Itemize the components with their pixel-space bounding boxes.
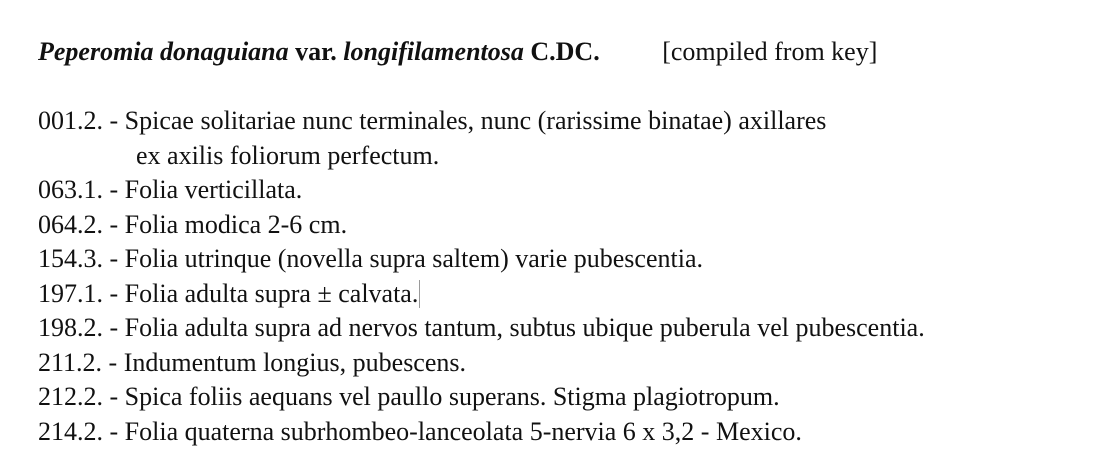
entry-code: 063.1. <box>38 175 103 204</box>
document-title <box>38 34 1088 70</box>
entry-code: 197.1. <box>38 278 103 308</box>
title-species: Peperomia donaguiana <box>38 37 289 66</box>
entry-text: Folia utrinque (novella supra saltem) varie pubescentia. <box>124 244 703 273</box>
title-author: C.DC. <box>530 37 600 66</box>
entry-code: 214.2. <box>38 416 103 446</box>
entry-text: Spicae solitariae nunc terminales, nunc (rarissime binatae) axillares <box>124 106 827 135</box>
entry-text: Folia adulta supra ± calvata. <box>124 278 419 308</box>
key-entry: 064.2. - Folia modica 2-6 cm. <box>38 209 348 239</box>
key-entry: 154.3. - Folia utrinque (novella supra saltem) varie pubescentia. <box>38 244 703 273</box>
entry-code: 211.2. <box>38 347 103 377</box>
title-var-word: var. <box>295 37 337 66</box>
entry-text: Folia quaterna subrhombeo-lanceolata 5-nervia 6 x 3,2 - Mexico. <box>124 416 802 446</box>
entry-code: 001.2. <box>38 106 103 135</box>
entry-text: Folia verticillata. <box>124 175 303 204</box>
key-entry: 063.1. - Folia verticillata. <box>38 175 303 204</box>
text-cursor <box>419 280 420 308</box>
entry-continuation: ex axilis foliorum perfectum. <box>136 140 440 170</box>
key-entry: 211.2. - Indumentum longius, pubescens. <box>38 347 467 377</box>
title-note: [compiled from key] <box>662 37 878 66</box>
key-entry: 197.1. - Folia adulta supra ± calvata. <box>38 278 419 308</box>
entry-text: Folia adulta supra ad nervos tantum, subtus ubique puberula vel pubescentia. <box>124 313 925 342</box>
entry-text: Folia modica 2-6 cm. <box>124 209 348 239</box>
entry-code: 198.2. <box>38 313 103 342</box>
entry-text: Indumentum longius, pubescens. <box>123 347 467 377</box>
title-variety: longifilamentosa <box>343 37 524 66</box>
entry-text: Spica foliis aequans vel paullo superans. Stigma plagiotropum. <box>124 382 780 411</box>
key-entry: 198.2. - Folia adulta supra ad nervos tantum, subtus ubique puberula vel pubescentia. <box>38 313 925 342</box>
entry-code: 154.3. <box>38 244 103 273</box>
entry-code: 064.2. <box>38 209 103 239</box>
key-entry: 214.2. - Folia quaterna subrhombeo-lanceolata 5-nervia 6 x 3,2 - Mexico. <box>38 416 802 446</box>
key-entries-list <box>38 104 1088 449</box>
key-entry: 212.2. - Spica foliis aequans vel paullo superans. Stigma plagiotropum. <box>38 382 780 411</box>
document-page <box>38 34 1088 449</box>
entry-code: 212.2. <box>38 382 103 411</box>
key-entry: 001.2. - Spicae solitariae nunc terminales, nunc (rarissime binatae) axillares ex axilis foliorum perfectum. <box>38 104 1088 173</box>
